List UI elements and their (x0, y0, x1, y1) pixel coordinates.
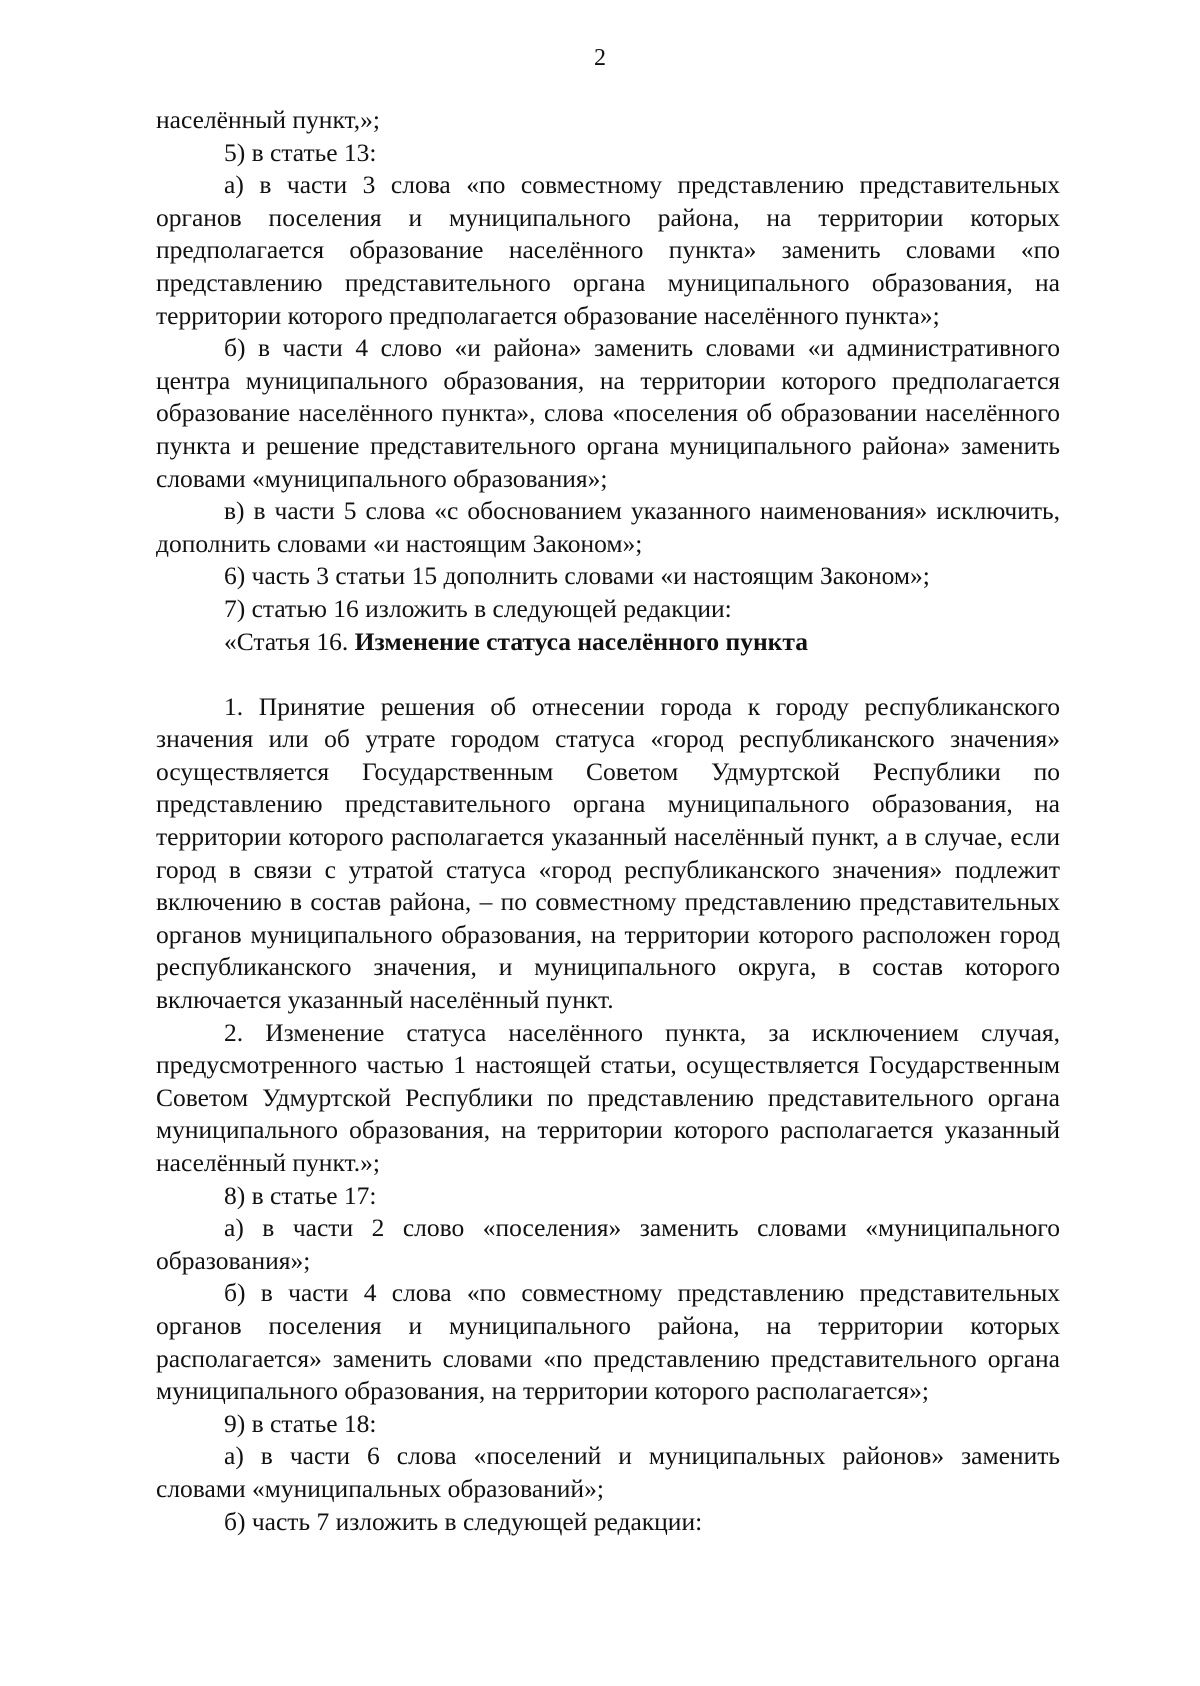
paragraph-item-5v: в) в части 5 слова «с обоснованием указанного наименования» исключить, дополнить словами «и настоящим Законом»; (156, 496, 1060, 558)
article-heading (156, 626, 1060, 659)
paragraph-item-6: 6) часть 3 статьи 15 дополнить словами «и настоящим Законом»; (224, 561, 930, 591)
paragraph-item-5b: б) в части 4 слово «и района» заменить словами «и административного центра муниципального образования, на территории которого предполагается образование населённого пункта», слова «поселения об образовании населённого пункта и решение представительного органа муниципального района» заменить словами «муниципального образования»; (156, 333, 1060, 493)
paragraph-item-5: 5) в статье 13: (224, 137, 377, 167)
paragraph-item-9b: б) часть 7 изложить в следующей редакции: (224, 1506, 703, 1536)
paragraph-item-9: 9) в статье 18: (224, 1408, 377, 1438)
paragraph-article-part-2: 2. Изменение статуса населённого пункта, за исключением случая, предусмотренного частью 1 настоящей статьи, осуществляется Государственным Советом Удмуртской Республики по представлению представительного органа муниципального образования, на территории которого располагается указанный населённый пункт.»; (156, 1017, 1060, 1177)
paragraph-item-5a: а) в части 3 слова «по совместному представлению представительных органов поселения и муниципального района, на территории которых предполагается образование населённого пункта» заменить словами «по представлению представительного органа муниципального образования, на территории которого предполагается образование населённого пункта»; (156, 170, 1060, 330)
document-body (156, 104, 1060, 1538)
paragraph-item-7: 7) статью 16 изложить в следующей редакции: (224, 593, 732, 623)
paragraph-item-8b: б) в части 4 слова «по совместному представлению представительных органов поселения и муниципального района, на территории которых располагается» заменить словами «по представлению представительного органа муниципального образования, на территории которого располагается»; (156, 1278, 1060, 1406)
page-number: 2 (594, 45, 606, 71)
paragraph-item-8: 8) в статье 17: (224, 1180, 377, 1210)
paragraph-item-9a: а) в части 6 слова «поселений и муниципальных районов» заменить словами «муниципальных образований»; (156, 1441, 1060, 1503)
paragraph-continuation: населённый пункт,»; (156, 105, 380, 134)
article-heading-prefix: «Статья 16. (224, 626, 355, 656)
paragraph-article-part-1: 1. Принятие решения об отнесении города к городу республиканского значения или об утрате городом статуса «город республиканского значения» осуществляется Государственным Советом Удмуртской Республики по представлению представительного органа муниципального образования, на территории которого располагается указанный населённый пункт, а в случае, если город в связи с утратой статуса «город республиканского значения» подлежит включению в состав района, – по совместному представлению представительных органов муниципального образования, на территории которого расположен город республиканского значения, и муниципального округа, в состав которого включается указанный населённый пункт. (156, 691, 1060, 1015)
article-heading-title: Изменение статуса населённого пункта (354, 626, 808, 656)
paragraph-item-8a: а) в части 2 слово «поселения» заменить словами «муниципального образования»; (156, 1213, 1060, 1275)
